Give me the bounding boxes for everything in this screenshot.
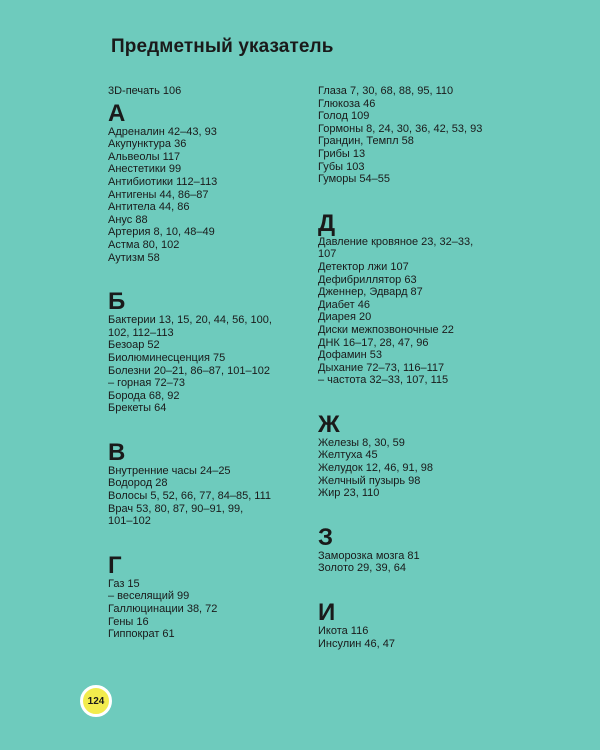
index-entry: Анус 88 — [108, 213, 148, 226]
index-entry: Брекеты 64 — [108, 402, 167, 415]
section-letter: А — [108, 99, 126, 127]
index-entry: Анестетики 99 — [108, 163, 182, 176]
index-entry: 3D-печать 106 — [108, 85, 182, 97]
index-entry: Диски межпозвоночные 22 — [318, 323, 454, 336]
index-entry: Золото 29, 39, 64 — [318, 562, 406, 575]
index-entry: Давление кровяное 23, 32–33, — [318, 235, 474, 248]
index-entry: Водород 28 — [108, 477, 168, 490]
index-entry: Дженнер, Эдвард 87 — [318, 286, 423, 299]
index-entry: Антитела 44, 86 — [108, 201, 190, 214]
index-entry: Детектор лжи 107 — [318, 260, 409, 273]
section-letter: Б — [108, 288, 126, 316]
index-entry: Акупунктура 36 — [108, 138, 187, 151]
index-entry: Дыхание 72–73, 116–117 — [318, 361, 445, 374]
section-letter: В — [108, 438, 126, 466]
index-entry: 101–102 — [108, 515, 151, 528]
index-entry: 107 — [318, 248, 337, 261]
index-entry: Гиппократ 61 — [108, 628, 175, 641]
index-column-right — [318, 85, 518, 650]
index-entry: Адреналин 42–43, 93 — [108, 125, 217, 138]
index-entry: Артерия 8, 10, 48–49 — [108, 226, 215, 239]
index-entry: Биолюминесценция 75 — [108, 351, 226, 364]
index-entry: Аутизм 58 — [108, 251, 160, 264]
section-letter: И — [318, 599, 336, 627]
index-entry: ДНК 16–17, 28, 47, 96 — [318, 336, 429, 349]
index-entry: Гормоны 8, 24, 30, 36, 42, 53, 93 — [318, 122, 483, 135]
section-letter: Д — [318, 209, 336, 237]
index-entry: Дофамин 53 — [318, 349, 382, 362]
index-entry: Газ 15 — [108, 577, 140, 590]
index-entry: Губы 103 — [318, 160, 365, 173]
index-entry: Гуморы 54–55 — [318, 173, 390, 186]
index-entry: Дефибриллятор 63 — [318, 273, 417, 286]
index-entry: Голод 109 — [318, 110, 370, 123]
section-letter: З — [318, 523, 334, 551]
index-entry: Грибы 13 — [318, 147, 366, 160]
index-entry: Внутренние часы 24–25 — [108, 464, 231, 477]
index-entry: Безоар 52 — [108, 339, 160, 352]
index-entry: Антигены 44, 86–87 — [108, 188, 209, 201]
index-entry: – горная 72–73 — [108, 377, 185, 390]
index-entry: Диарея 20 — [318, 311, 372, 324]
index-entry: Болезни 20–21, 86–87, 101–102 — [108, 364, 270, 377]
index-entry: Заморозка мозга 81 — [318, 549, 420, 562]
index-entry: Волосы 5, 52, 66, 77, 84–85, 111 — [108, 490, 272, 503]
index-entry: Инсулин 46, 47 — [318, 637, 396, 650]
index-entry: Бактерии 13, 15, 20, 44, 56, 100, — [108, 314, 272, 327]
index-entry: Борода 68, 92 — [108, 389, 180, 402]
index-entry: Железы 8, 30, 59 — [318, 436, 405, 449]
index-entry: – частота 32–33, 107, 115 — [318, 374, 449, 387]
index-entry: Грандин, Темпл 58 — [318, 135, 414, 148]
index-entry: Гены 16 — [108, 615, 149, 628]
index-entry: Антибиотики 112–113 — [108, 175, 218, 188]
page-number: 124 — [80, 685, 112, 717]
index-entry: 102, 112–113 — [108, 326, 174, 339]
index-entry: Глюкоза 46 — [318, 97, 376, 110]
index-entry: Желчный пузырь 98 — [318, 474, 421, 487]
index-entry: Глаза 7, 30, 68, 88, 95, 110 — [318, 85, 454, 97]
section-letter: Г — [108, 551, 122, 579]
index-entry: Жир 23, 110 — [318, 487, 380, 500]
index-entry: Диабет 46 — [318, 298, 370, 311]
index-entry: Желтуха 45 — [318, 449, 378, 462]
index-entry: Желудок 12, 46, 91, 98 — [318, 462, 434, 475]
section-letter: Ж — [318, 410, 340, 438]
page-title: Предметный указатель — [111, 36, 334, 57]
index-entry: Галлюцинации 38, 72 — [108, 603, 218, 616]
index-entry: – веселящий 99 — [108, 590, 190, 603]
index-entry: Врач 53, 80, 87, 90–91, 99, — [108, 502, 244, 515]
index-entry: Икота 116 — [318, 625, 369, 638]
index-entry: Альвеолы 117 — [108, 150, 181, 163]
index-column-left — [108, 85, 308, 641]
index-entry: Астма 80, 102 — [108, 238, 180, 251]
